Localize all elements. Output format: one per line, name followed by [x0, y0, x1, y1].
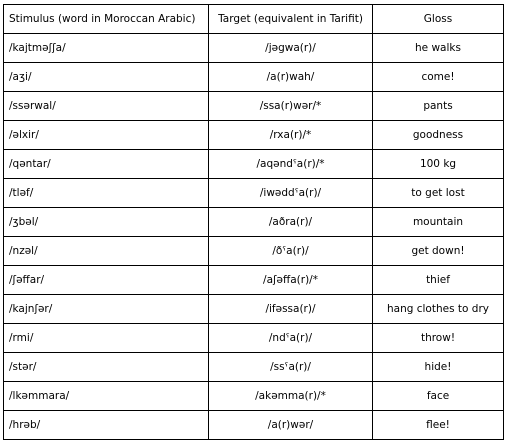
table-header-row: [4, 5, 504, 34]
target-cell: /aqəndˤa(r)/*: [209, 150, 373, 179]
target-cell: /akəmma(r)/*: [209, 382, 373, 411]
table-row: [4, 121, 504, 150]
stimulus-cell: /tləf/: [4, 179, 209, 208]
column-header-target: Target (equivalent in Tarifit): [209, 5, 373, 34]
gloss-cell: he walks: [373, 34, 504, 63]
stimulus-cell: /hrəb/: [4, 411, 209, 440]
stimulus-cell: /stər/: [4, 353, 209, 382]
target-cell: /ifəssa(r)/: [209, 295, 373, 324]
gloss-cell: goodness: [373, 121, 504, 150]
target-cell: /a(r)wah/: [209, 63, 373, 92]
target-cell: /jəgwa(r)/: [209, 34, 373, 63]
target-cell: /a(r)wər/: [209, 411, 373, 440]
gloss-cell: hide!: [373, 353, 504, 382]
target-cell: /aðra(r)/: [209, 208, 373, 237]
gloss-cell: flee!: [373, 411, 504, 440]
target-cell: /ssa(r)wər/*: [209, 92, 373, 121]
table-row: [4, 150, 504, 179]
table-row: [4, 295, 504, 324]
target-cell: /rxa(r)/*: [209, 121, 373, 150]
table-row: [4, 411, 504, 440]
gloss-cell: get down!: [373, 237, 504, 266]
gloss-cell: throw!: [373, 324, 504, 353]
stimulus-cell: /ssərwal/: [4, 92, 209, 121]
target-cell: /ðˤa(r)/: [209, 237, 373, 266]
target-cell: /iwəddˤa(r)/: [209, 179, 373, 208]
table-row: [4, 382, 504, 411]
gloss-cell: to get lost: [373, 179, 504, 208]
stimulus-cell: /ʃəffar/: [4, 266, 209, 295]
target-cell: /ndˤa(r)/: [209, 324, 373, 353]
column-header-gloss: Gloss: [373, 5, 504, 34]
table-row: [4, 179, 504, 208]
gloss-cell: thief: [373, 266, 504, 295]
column-header-stimulus: Stimulus (word in Moroccan Arabic): [4, 5, 209, 34]
stimulus-target-table: [3, 4, 504, 440]
table-row: [4, 353, 504, 382]
table-row: [4, 34, 504, 63]
stimulus-cell: /əlxir/: [4, 121, 209, 150]
target-cell: /ssˤa(r)/: [209, 353, 373, 382]
table-row: [4, 63, 504, 92]
table-row: [4, 92, 504, 121]
stimulus-cell: /qəntar/: [4, 150, 209, 179]
stimulus-cell: /kajtməʃʃa/: [4, 34, 209, 63]
stimulus-cell: /kajnʃər/: [4, 295, 209, 324]
gloss-cell: come!: [373, 63, 504, 92]
stimulus-cell: /aʒi/: [4, 63, 209, 92]
gloss-cell: mountain: [373, 208, 504, 237]
stimulus-cell: /nzəl/: [4, 237, 209, 266]
target-cell: /aʃəffa(r)/*: [209, 266, 373, 295]
table-row: [4, 266, 504, 295]
stimulus-cell: /lkəmmara/: [4, 382, 209, 411]
table-row: [4, 237, 504, 266]
table-row: [4, 324, 504, 353]
gloss-cell: hang clothes to dry: [373, 295, 504, 324]
gloss-cell: pants: [373, 92, 504, 121]
gloss-cell: 100 kg: [373, 150, 504, 179]
gloss-cell: face: [373, 382, 504, 411]
stimulus-cell: /ʒbəl/: [4, 208, 209, 237]
table-row: [4, 208, 504, 237]
stimulus-cell: /rmi/: [4, 324, 209, 353]
